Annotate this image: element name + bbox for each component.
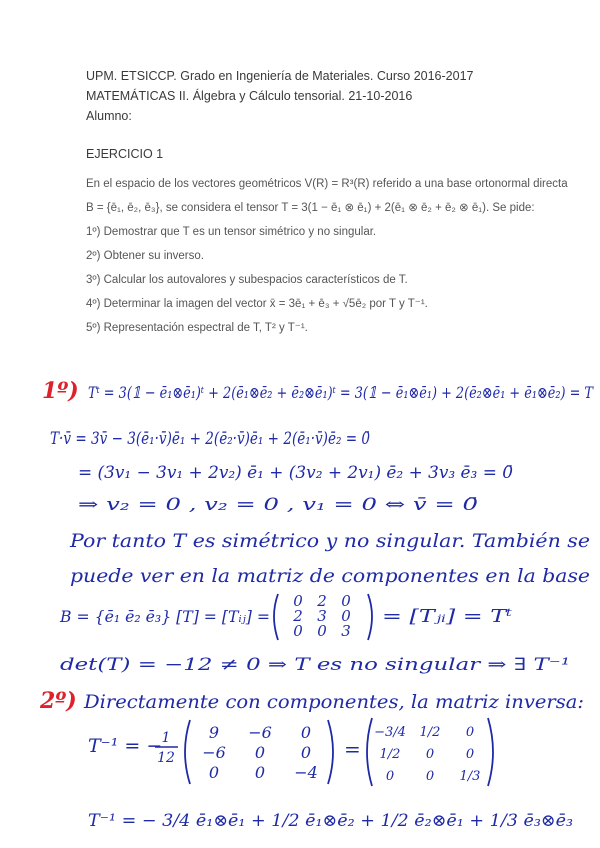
exercise-item-1: 1º) Demostrar que T es un tensor simétrico y no singular.: [86, 226, 377, 238]
matrixB-cell: 0: [385, 769, 395, 784]
matrix-inverse-scaled: [185, 720, 333, 784]
inverse-fraction-num: 1: [161, 730, 171, 746]
answer-mark-2: 2º): [40, 688, 77, 714]
header-line-3: Alumno:: [86, 109, 132, 123]
exercise-item-4: 4º) Determinar la imagen del vector x̄ = 3ē₁ + ē₃ + √5ē₂ por T y T⁻¹.: [86, 298, 428, 310]
matrixT-cell: 0: [317, 622, 327, 640]
hw-line-7-suffix: = [Tⱼᵢ] = Tᵗ: [382, 606, 513, 627]
matrixA-cell: 0: [300, 743, 312, 762]
matrixT-cell: 3: [341, 622, 351, 640]
inverse-prefix: T⁻¹ = −: [88, 735, 163, 757]
svg-text:=: =: [344, 737, 361, 761]
header-line-2: MATEMÁTICAS II. Álgebra y Cálculo tensorial. 21-10-2016: [86, 89, 413, 103]
answer-mark-1: 1º): [42, 378, 79, 404]
matrixB-cell: 1/2: [379, 747, 401, 762]
hw-line-1: Tᵗ = 3(𝟙 − ē₁⊗ē₁)ᵗ + 2(ē₁⊗ē₂ + ē₂⊗ē₁)ᵗ = 3(𝟙 − ē₁⊗ē₁) + 2(ē₂⊗ē₁ + ē₁⊗ē₂) = T: [88, 383, 595, 402]
matrixA-cell: −6: [202, 743, 226, 762]
hw-line-9: Directamente con componentes, la matriz inversa:: [82, 691, 585, 713]
matrixT-cell: 2: [317, 592, 327, 610]
hw-line-4: ⇒ v₂ = 0 , v₂ = 0 , v₁ = 0 ⇔ v̄ = 0̄: [78, 495, 479, 515]
matrixA-cell: 0: [254, 743, 266, 762]
hw-line-2: T·v̄ = 3v̄ − 3(ē₁·v̄)ē₁ + 2(ē₂·v̄)ē₁ + 2(ē₁·v̄)ē₂ = 0̄: [50, 429, 371, 449]
matrixT-cell: 0: [341, 592, 351, 610]
matrixB-cell: 0: [425, 769, 435, 784]
matrixA-cell: −6: [248, 723, 272, 742]
matrixT-cell: 0: [293, 622, 303, 640]
hw-line-10: T⁻¹ = − 3/4 ē₁⊗ē₁ + 1/2 ē₁⊗ē₂ + 1/2 ē₂⊗ē₁ + 1/3 ē₃⊗ē₃: [88, 811, 574, 831]
matrixT-cell: 0: [341, 607, 351, 625]
exercise-item-5: 5º) Representación espectral de T, T² y T⁻¹.: [86, 322, 308, 334]
matrix-T: [274, 592, 372, 640]
matrixA-cell: 9: [208, 723, 220, 742]
hw-line-3: = (3v₁ − 3v₁ + 2v₂) ē₁ + (3v₂ + 2v₁) ē₂ + 3v₃ ē₃ = 0̄: [78, 463, 514, 483]
matrixA-cell: 0: [254, 763, 266, 782]
hw-line-8: det(T) = −12 ≠ 0 ⇒ T es no singular ⇒ ∃ T⁻¹: [60, 655, 570, 675]
matrix-inverse: [367, 718, 493, 786]
matrixB-cell: 0: [465, 725, 475, 740]
exercise-title: EJERCICIO 1: [86, 147, 164, 161]
matrixB-cell: −3/4: [374, 725, 406, 740]
matrixA-cell: −4: [294, 763, 318, 782]
matrixB-cell: 1/2: [419, 725, 441, 740]
matrixT-cell: 3: [317, 607, 327, 625]
matrixA-cell: 0: [208, 763, 220, 782]
matrixB-cell: 0: [425, 747, 435, 762]
exercise-item-2: 2º) Obtener su inverso.: [86, 250, 204, 262]
matrixT-cell: 0: [293, 592, 303, 610]
hw-line-6: puede ver en la matriz de componentes en la base: [70, 565, 590, 587]
matrixA-cell: 0: [300, 723, 312, 742]
header-line-1: UPM. ETSICCP. Grado en Ingeniería de Materiales. Curso 2016-2017: [86, 69, 474, 83]
matrixB-cell: 1/3: [459, 769, 481, 784]
exercise-item-3: 3º) Calcular los autovalores y subespacios característicos de T.: [86, 274, 408, 286]
exercise-basis: B = {ē₁, ē₂, ē₃}, se considera el tensor T = 3(1 − ē₁ ⊗ ē₁) + 2(ē₁ ⊗ ē₂ + ē₂ ⊗ ē₁). Se pide:: [86, 202, 535, 214]
inverse-fraction-den: 12: [157, 750, 175, 766]
matrixB-cell: 0: [465, 747, 475, 762]
hw-line-5: Por tanto T es simétrico y no singular. También se: [68, 530, 591, 552]
matrixT-cell: 2: [293, 607, 303, 625]
hw-line-7-prefix: B = {ē₁ ē₂ ē₃} [T] = [Tᵢⱼ] =: [59, 607, 271, 626]
exercise-intro: En el espacio de los vectores geométricos V(R) = R³(R) referido a una base ortonormal directa: [86, 178, 568, 190]
